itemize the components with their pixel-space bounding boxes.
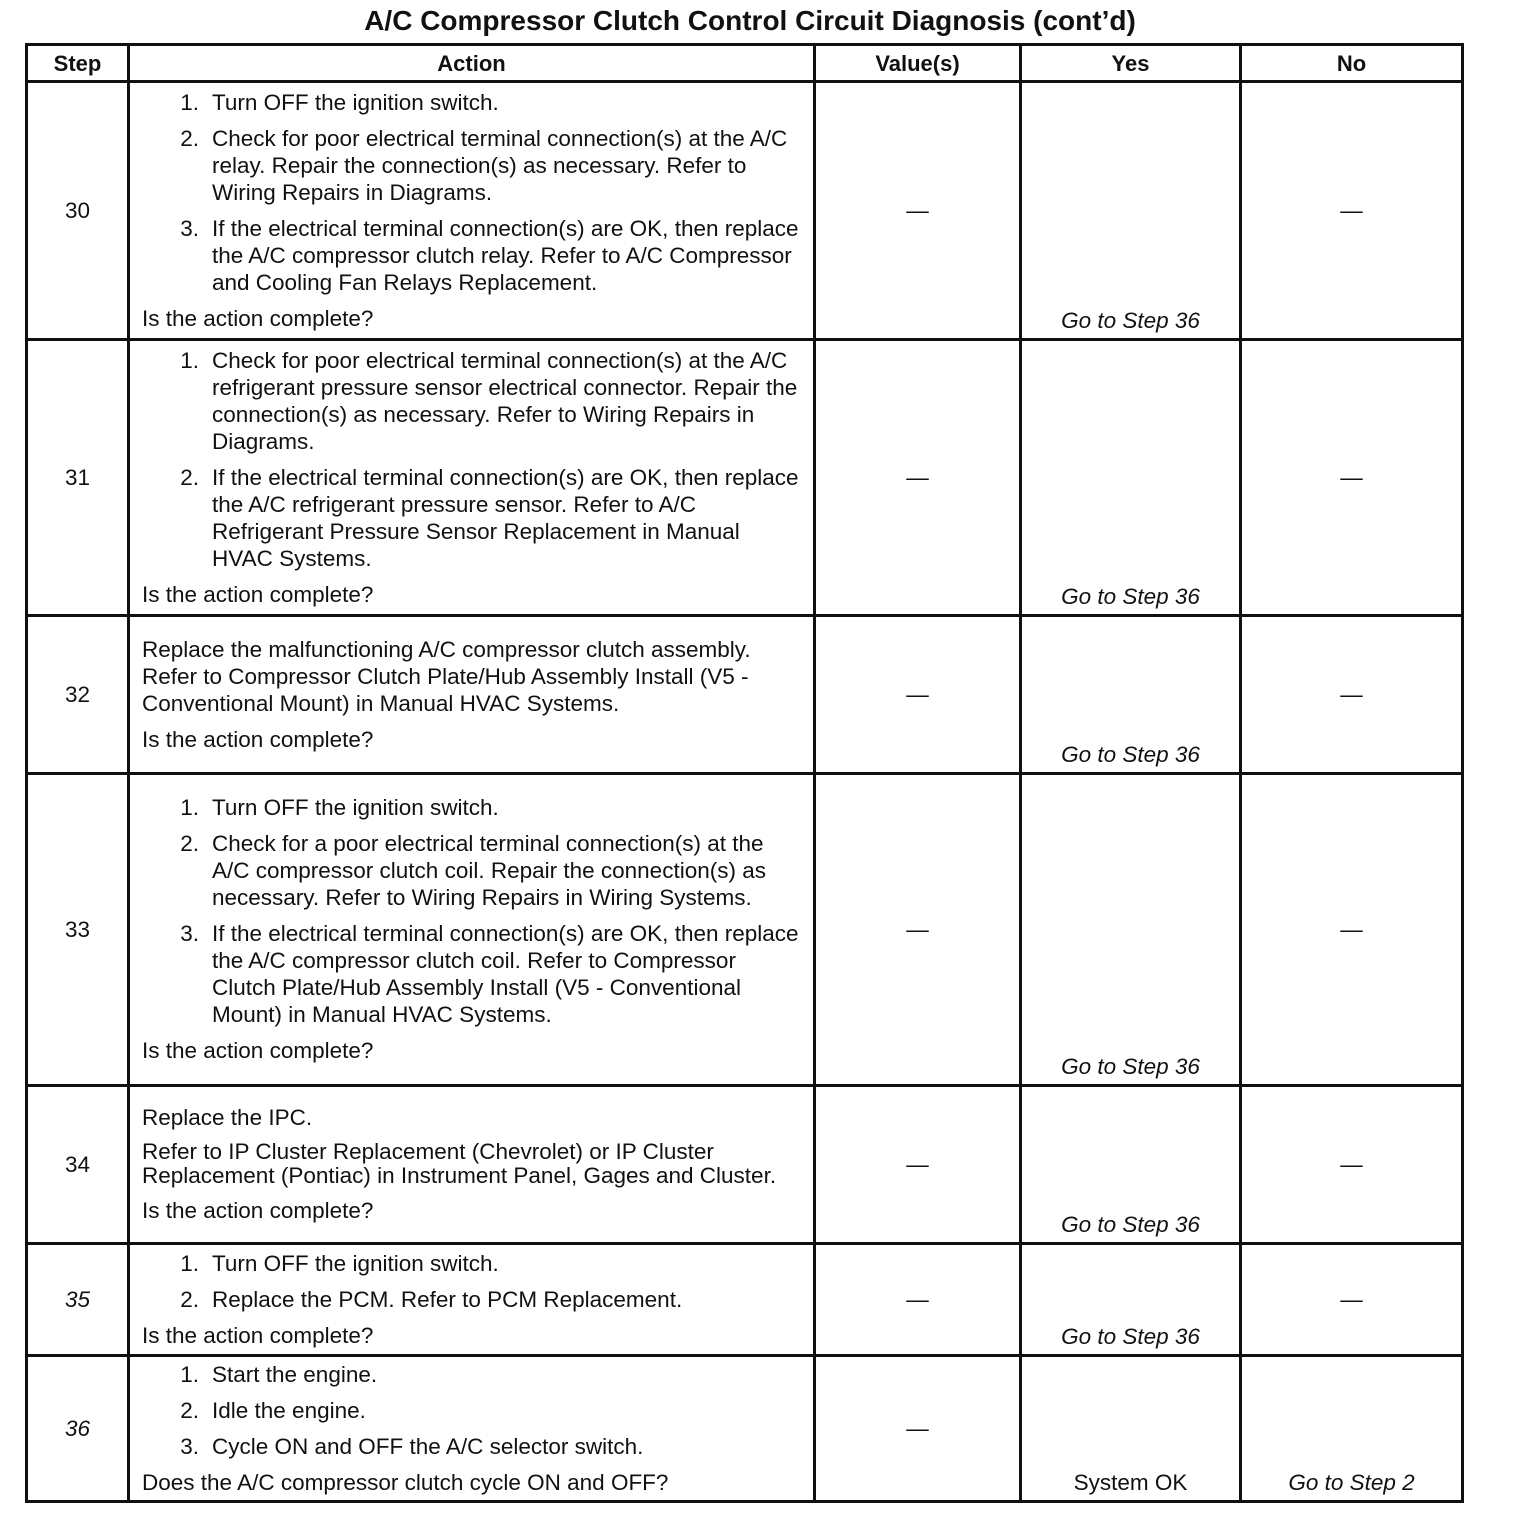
yes-cell	[1021, 82, 1241, 340]
step-number: 30	[27, 82, 129, 340]
question-text: Does the A/C compressor clutch cycle ON and OFF?	[142, 1469, 669, 1495]
value-cell: —	[815, 774, 1021, 1086]
list-item: 1. Start the engine.	[142, 1361, 805, 1388]
list-item: 2. Check for a poor electrical terminal connection(s) at the A/C compressor clutch coil. Repair the connection(s) as necessary. Refer to Wiring Repairs in Wiring Systems.	[142, 830, 805, 911]
no-cell: —	[1241, 774, 1463, 1086]
yes-cell	[1021, 774, 1241, 1086]
step-number: 35	[27, 1244, 129, 1356]
action-text: Check for a poor electrical terminal connection(s) at the A/C compressor clutch coil. Repair the connection(s) as necessary. Refer to Wiring Repairs in Wiring Systems.	[212, 831, 766, 910]
action-cell	[129, 340, 815, 616]
action-list	[142, 1361, 805, 1460]
action-text: Refer to IP Cluster Replacement (Chevrolet) or IP Cluster Replacement (Pontiac) in Instrument Panel, Gages and Cluster.	[142, 1139, 777, 1188]
action-text: Turn OFF the ignition switch.	[212, 795, 499, 820]
question-text: Is the action complete?	[142, 305, 374, 331]
step-number: 36	[27, 1356, 129, 1502]
yes-cell	[1021, 340, 1241, 616]
page-title: A/C Compressor Clutch Control Circuit Diagnosis (cont’d)	[364, 5, 1136, 36]
list-item: 1. Turn OFF the ignition switch.	[142, 89, 805, 116]
action-text: Turn OFF the ignition switch.	[212, 89, 499, 115]
table-row	[27, 340, 1463, 616]
yes-text: Go to Step 36	[1061, 742, 1200, 767]
action-list	[142, 1250, 805, 1313]
value-cell: —	[815, 1086, 1021, 1244]
header-action: Action	[129, 45, 815, 82]
value-cell: —	[815, 616, 1021, 774]
table-row	[27, 616, 1463, 774]
yes-cell	[1021, 616, 1241, 774]
no-text: Go to Step 2	[1288, 1470, 1415, 1495]
header-row	[27, 45, 1463, 82]
action-text: Check for poor electrical terminal connection(s) at the A/C refrigerant pressure sensor electrical connector. Repair the connection(s) as necessary. Refer to Wiring Repairs in Diagrams.	[212, 347, 798, 454]
action-text: Idle the engine.	[212, 1397, 366, 1423]
no-cell: —	[1241, 82, 1463, 340]
question-text: Is the action complete?	[142, 726, 374, 752]
list-item: 3. If the electrical terminal connection(s) are OK, then replace the A/C compressor clutch relay. Refer to A/C Compressor and Cooling Fan Relays Replacement.	[142, 215, 805, 296]
value-cell: —	[815, 1356, 1021, 1502]
action-list	[142, 794, 805, 1028]
header-values: Value(s)	[815, 45, 1021, 82]
question-text: Is the action complete?	[142, 1038, 374, 1063]
header-step: Step	[27, 45, 129, 82]
action-cell	[129, 616, 815, 774]
action-text: If the electrical terminal connection(s) are OK, then replace the A/C compressor clutch relay. Refer to A/C Compressor and Cooling Fan Relays Replacement.	[212, 215, 799, 295]
diagnosis-table	[25, 43, 1464, 1503]
step-number: 33	[27, 774, 129, 1086]
yes-cell	[1021, 1244, 1241, 1356]
action-cell	[129, 82, 815, 340]
yes-text: System OK	[1073, 1470, 1188, 1495]
value-cell: —	[815, 340, 1021, 616]
action-text: Start the engine.	[212, 1361, 378, 1387]
action-text: If the electrical terminal connection(s) are OK, then replace the A/C refrigerant pressure sensor. Refer to A/C Refrigerant Pressure Sensor Replacement in Manual HVAC Systems.	[212, 464, 799, 571]
yes-cell	[1021, 1356, 1241, 1502]
list-item: 2. If the electrical terminal connection(s) are OK, then replace the A/C refrigerant pressure sensor. Refer to A/C Refrigerant Pressure Sensor Replacement in Manual HVAC Systems.	[142, 464, 805, 572]
no-cell: —	[1241, 1086, 1463, 1244]
list-item: 1. Turn OFF the ignition switch.	[142, 794, 805, 821]
table-row	[27, 1356, 1463, 1502]
action-cell	[129, 774, 815, 1086]
action-text: If the electrical terminal connection(s) are OK, then replace the A/C compressor clutch coil. Refer to Compressor Clutch Plate/Hub Assembly Install (V5 - Conventional Mount) in Manual HVAC Systems.	[212, 921, 799, 1027]
list-item: 1. Check for poor electrical terminal connection(s) at the A/C refrigerant pressure sensor electrical connector. Repair the connection(s) as necessary. Refer to Wiring Repairs in Diagrams.	[142, 347, 805, 455]
action-text: Replace the PCM. Refer to PCM Replacement.	[212, 1286, 683, 1312]
table-row	[27, 1086, 1463, 1244]
list-item: 3. If the electrical terminal connection(s) are OK, then replace the A/C compressor clutch coil. Refer to Compressor Clutch Plate/Hub Assembly Install (V5 - Conventional Mount) in Manual HVAC Systems.	[142, 920, 805, 1028]
step-number: 32	[27, 616, 129, 774]
yes-text: Go to Step 36	[1061, 1054, 1200, 1079]
question-text: Is the action complete?	[142, 581, 374, 607]
no-cell: —	[1241, 616, 1463, 774]
action-text: Check for poor electrical terminal connection(s) at the A/C relay. Repair the connection(s) as necessary. Refer to Wiring Repairs in Diagrams.	[212, 125, 788, 205]
question-text: Is the action complete?	[142, 1198, 374, 1223]
yes-text: Go to Step 36	[1061, 308, 1200, 333]
no-cell: —	[1241, 1244, 1463, 1356]
action-cell	[129, 1086, 815, 1244]
yes-text: Go to Step 36	[1061, 1212, 1200, 1237]
step-number: 34	[27, 1086, 129, 1244]
value-cell: —	[815, 82, 1021, 340]
step-number: 31	[27, 340, 129, 616]
action-list	[142, 89, 805, 296]
yes-text: Go to Step 36	[1061, 584, 1200, 609]
action-text: Cycle ON and OFF the A/C selector switch.	[212, 1433, 644, 1459]
value-cell: —	[815, 1244, 1021, 1356]
list-item: 3. Cycle ON and OFF the A/C selector switch.	[142, 1433, 805, 1460]
no-cell: —	[1241, 340, 1463, 616]
action-text: Replace the IPC.	[142, 1105, 313, 1130]
list-item: 2. Replace the PCM. Refer to PCM Replacement.	[142, 1286, 805, 1313]
list-item: 1. Turn OFF the ignition switch.	[142, 1250, 805, 1277]
table-row	[27, 82, 1463, 340]
yes-text: Go to Step 36	[1061, 1324, 1200, 1349]
table-row	[27, 774, 1463, 1086]
list-item: 2. Idle the engine.	[142, 1397, 805, 1424]
table-row	[27, 1244, 1463, 1356]
action-list	[142, 347, 805, 572]
header-no: No	[1241, 45, 1463, 82]
header-yes: Yes	[1021, 45, 1241, 82]
action-cell	[129, 1356, 815, 1502]
action-text: Turn OFF the ignition switch.	[212, 1250, 499, 1276]
question-text: Is the action complete?	[142, 1322, 374, 1348]
yes-cell	[1021, 1086, 1241, 1244]
action-cell	[129, 1244, 815, 1356]
list-item: 2. Check for poor electrical terminal connection(s) at the A/C relay. Repair the connection(s) as necessary. Refer to Wiring Repairs in Diagrams.	[142, 125, 805, 206]
action-text: Replace the malfunctioning A/C compressor clutch assembly. Refer to Compressor Clutch Plate/Hub Assembly Install (V5 - Conventional Mount) in Manual HVAC Systems.	[142, 636, 751, 716]
no-cell	[1241, 1356, 1463, 1502]
